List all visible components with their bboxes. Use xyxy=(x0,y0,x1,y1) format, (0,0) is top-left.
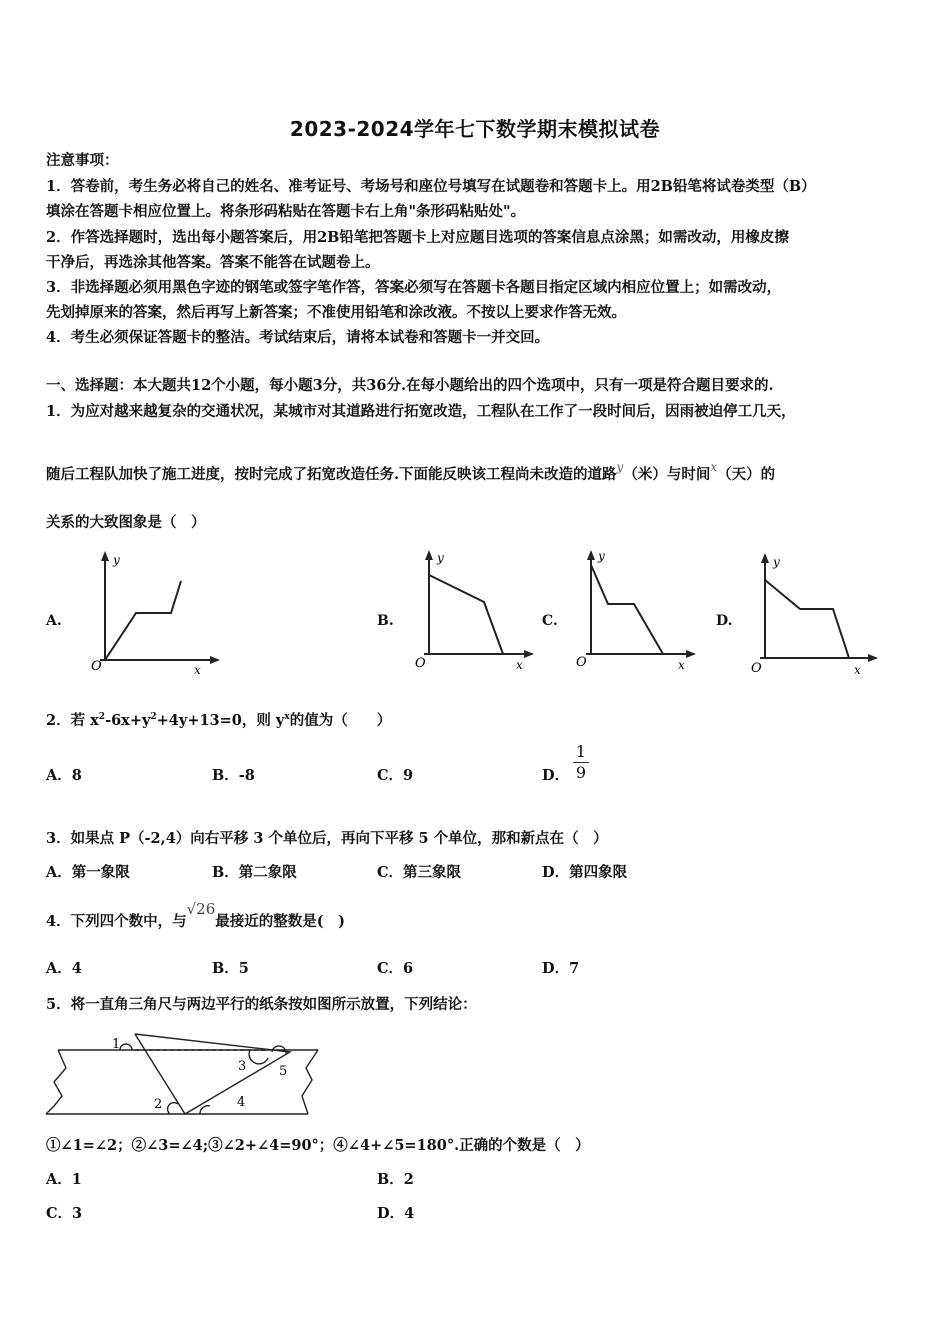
q2-stem-p4: 的值为（ ） xyxy=(289,711,392,729)
q4-stem xyxy=(46,900,345,931)
q4-option-d: D．7 xyxy=(542,960,580,977)
q2-sup-1: 2 xyxy=(98,712,106,722)
q1-graph-c xyxy=(572,548,697,676)
q2-stem xyxy=(46,708,391,730)
q5-option-b: B．2 xyxy=(377,1171,414,1188)
q1-graph-c-origin: O xyxy=(576,655,587,670)
q1-graph-d-origin: O xyxy=(751,661,762,676)
q3-stem: 3．如果点 P（-2,4）向右平移 3 个单位后，再向下平移 5 个单位，那和新点在（ ） xyxy=(46,830,608,847)
q2-sup-3: x xyxy=(284,712,290,722)
q1-graph-b-axis-y: y xyxy=(437,551,444,565)
notes-heading: 注意事项： xyxy=(46,152,119,169)
note-1a: 1．答卷前，考生务必将自己的姓名、准考证号、考场号和座位号填写在试题卷和答题卡上。用2B铅笔将试卷类型（B） xyxy=(46,178,816,195)
q5-angle-3: 3 xyxy=(238,1059,247,1074)
q4-option-c: C．6 xyxy=(377,960,414,977)
q1-var-y: y xyxy=(616,460,624,474)
q5-angle-2: 2 xyxy=(154,1097,163,1112)
q1-graph-d xyxy=(748,548,883,680)
q1-graph-a-axis-y: y xyxy=(113,553,120,567)
page-title: 2023-2024学年七下数学期末模拟试卷 xyxy=(289,117,661,141)
q2-option-c: C．9 xyxy=(377,767,414,784)
section-heading: 一、选择题：本大题共12个小题，每小题3分，共36分.在每小题给出的四个选项中，只有一项是符合题目要求的. xyxy=(46,377,774,394)
note-1b: 填涂在答题卡相应位置上。将条形码粘贴在答题卡右上角"条形码粘贴处"。 xyxy=(46,203,526,220)
q1-graph-a-axis-x: x xyxy=(194,663,201,677)
q4-stem-p2: 最接近的整数是( ) xyxy=(215,913,345,930)
q1-graph-c-axis-x: x xyxy=(678,658,685,672)
q3-option-b: B．第二象限 xyxy=(212,864,297,881)
q3-option-a: A．第一象限 xyxy=(46,864,130,881)
q1-graph-a-origin: O xyxy=(91,659,102,674)
q1-graph-d-axis-y: y xyxy=(773,555,780,569)
q2-option-d: D． xyxy=(542,767,570,784)
q4-option-b: B．5 xyxy=(212,960,249,977)
q2-option-d-fraction xyxy=(573,742,589,783)
note-3a: 3．非选择题必须用黑色字迹的钢笔或签字笔作答，答案必须写在答题卡各题目指定区域内相应位置上；如需改动， xyxy=(46,279,782,296)
q5-option-c: C．3 xyxy=(46,1205,83,1222)
q4-sqrt-26: √26 xyxy=(186,900,216,918)
q4-stem-p1: 4．下列四个数中，与 xyxy=(46,913,187,930)
q2-stem-p2: -6x+y xyxy=(105,711,151,729)
q1-var-x: x xyxy=(710,460,718,474)
q1-graph-a xyxy=(88,548,223,678)
note-3b: 先划掉原来的答案，然后再写上新答案；不准使用铅笔和涂改液。不按以上要求作答无效。 xyxy=(46,304,626,321)
fraction-denominator: 9 xyxy=(575,763,587,782)
q4-option-a: A．4 xyxy=(46,960,82,977)
q1-graph-b-origin: O xyxy=(415,656,426,671)
q1-graph-d-axis-x: x xyxy=(854,663,861,677)
note-2a: 2．作答选择题时，选出每小题答案后，用2B铅笔把答题卡上对应题目选项的答案信息点涂黑；如需改动，用橡皮擦 xyxy=(46,229,789,246)
q5-angle-5: 5 xyxy=(279,1064,288,1079)
q1-graph-b xyxy=(410,548,535,676)
q5-option-a: A．1 xyxy=(46,1171,82,1188)
q2-stem-p3: +4y+13=0，则 y xyxy=(156,711,285,729)
q1-option-a-label: A. xyxy=(46,613,62,629)
q1-line-2-part-a: 随后工程队加快了施工进度，按时完成了拓宽改造任务.下面能反映该工程尚未改造的道路 xyxy=(46,466,617,483)
q2-option-a: A．8 xyxy=(46,767,82,784)
q2-stem-p1: 2．若 x xyxy=(46,711,99,729)
q5-angle-4: 4 xyxy=(237,1095,246,1110)
note-4: 4．考生必须保证答题卡的整洁。考试结束后，请将本试卷和答题卡一并交回。 xyxy=(46,329,550,346)
q1-line-3: 关系的大致图象是（ ） xyxy=(46,514,206,531)
q3-option-d: D．第四象限 xyxy=(542,864,628,881)
q3-option-c: C．第三象限 xyxy=(377,864,462,881)
q1-option-b-label: B. xyxy=(377,613,394,629)
q5-option-d: D．4 xyxy=(377,1205,415,1222)
q1-option-c-label: C. xyxy=(542,613,558,629)
q1-line-2 xyxy=(46,460,776,484)
q1-graph-c-axis-y: y xyxy=(598,549,605,563)
q2-sup-2: 2 xyxy=(150,712,157,722)
q2-option-b: B．-8 xyxy=(212,767,255,784)
q1-graph-b-axis-x: x xyxy=(516,658,523,672)
q1-line-2-part-c: （天）的 xyxy=(717,466,776,483)
q5-figure xyxy=(40,1030,330,1122)
q5-stem: 5．将一直角三角尺与两边平行的纸条按如图所示放置，下列结论： xyxy=(46,996,477,1013)
q5-angle-1: 1 xyxy=(112,1037,121,1052)
q1-line-2-part-b: （米）与时间 xyxy=(623,466,711,483)
note-2b: 干净后，再选涂其他答案。答案不能答在试题卷上。 xyxy=(46,254,380,271)
q1-option-d-label: D. xyxy=(716,613,733,629)
fraction-numerator: 1 xyxy=(573,742,589,763)
q1-line-1: 1．为应对越来越复杂的交通状况，某城市对其道路进行拓宽改造，工程队在工作了一段时间后，因雨被迫停工几天， xyxy=(46,403,796,420)
q5-conclusions: ①∠1=∠2；②∠3=∠4;③∠2+∠4=90°；④∠4+∠5=180°.正确的个数是（ ） xyxy=(46,1137,590,1154)
